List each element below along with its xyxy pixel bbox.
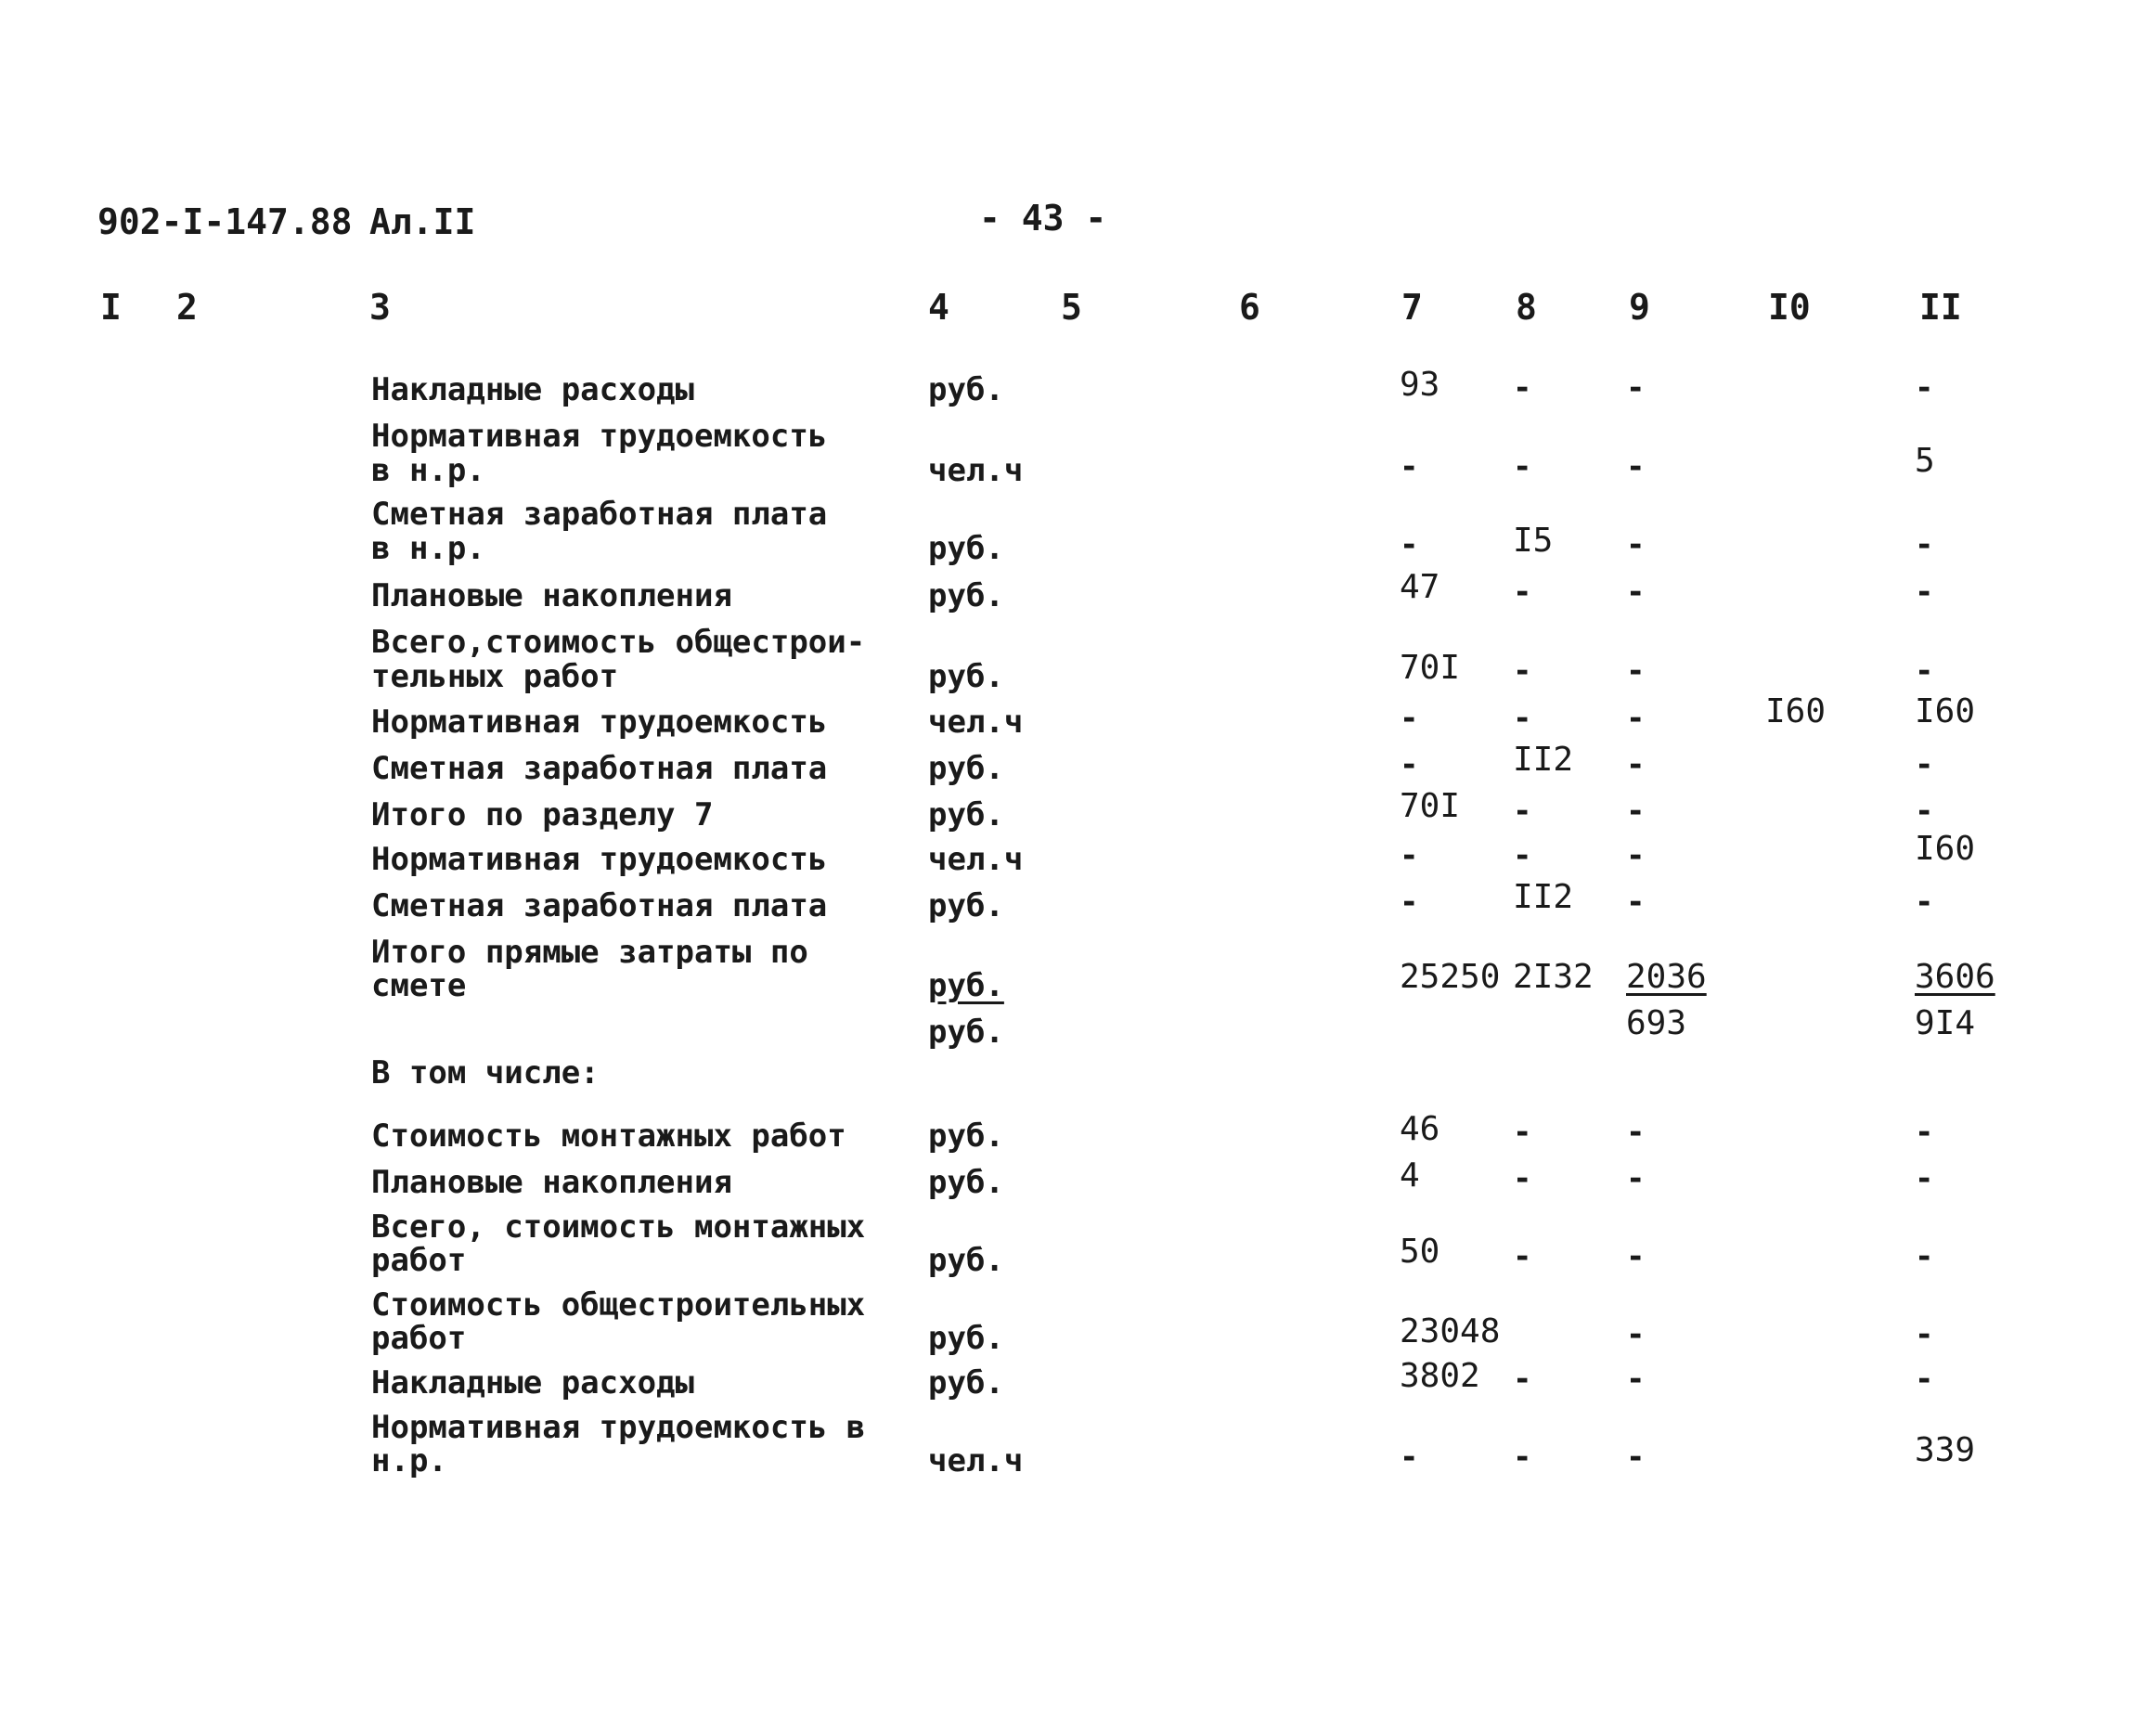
value-col-9: -	[1626, 1114, 1646, 1151]
row-unit: руб.	[928, 530, 1004, 567]
row-label-continued: н.р.	[371, 1442, 447, 1479]
value-col-9: -	[1626, 652, 1646, 690]
row-label: Сметная заработная плата	[371, 496, 828, 533]
value-col-7: 3802	[1400, 1357, 1480, 1395]
value-col-11: -	[1915, 1114, 1934, 1151]
row-label: Нормативная трудоемкость	[371, 418, 828, 455]
album-number: Ал.II	[369, 201, 476, 242]
value-col-8: -	[1513, 1361, 1532, 1398]
value-col-9: -	[1626, 574, 1646, 611]
value-col-7: 50	[1400, 1233, 1440, 1271]
value-col-9: -	[1626, 1439, 1646, 1476]
row-label: Нормативная трудоемкость в	[371, 1409, 866, 1446]
value-col-7: -	[1400, 746, 1419, 783]
value-col-8: -	[1513, 652, 1532, 690]
value-col-9: -	[1626, 369, 1646, 407]
value-col-8: I5	[1513, 522, 1554, 560]
value-col-11: I60	[1915, 830, 1976, 868]
row-unit: руб.	[928, 1320, 1004, 1357]
value-col-9-secondary: 693	[1626, 1004, 1687, 1042]
value-col-8: -	[1513, 700, 1532, 737]
column-number: 4	[928, 287, 949, 328]
row-unit: руб.	[928, 371, 1004, 408]
row-label: Всего,стоимость общестрои-	[371, 624, 866, 661]
value-col-9: -	[1626, 837, 1646, 874]
value-col-11: -	[1915, 1160, 1934, 1197]
value-col-8: -	[1513, 369, 1532, 407]
value-col-8: -	[1513, 1439, 1532, 1476]
value-col-7: 4	[1400, 1156, 1420, 1195]
column-number: I0	[1768, 287, 1811, 328]
value-col-7: -	[1400, 526, 1419, 563]
value-col-11: -	[1915, 652, 1934, 690]
value-col-9: -	[1626, 1316, 1646, 1353]
value-col-11: -	[1915, 1361, 1934, 1398]
document-code: 902-I-147.88	[97, 201, 353, 242]
row-label-continued: работ	[371, 1242, 467, 1279]
row-label: Плановые накопления	[371, 1164, 732, 1201]
column-number: 6	[1239, 287, 1260, 328]
row-label: Накладные расходы	[371, 1364, 694, 1402]
value-col-8: -	[1513, 1160, 1532, 1197]
value-col-11: -	[1915, 884, 1934, 921]
row-label-continued: тельных работ	[371, 658, 619, 695]
value-col-9: -	[1626, 793, 1646, 830]
column-number: 7	[1401, 287, 1423, 328]
value-col-7: -	[1400, 1439, 1419, 1476]
value-col-11: -	[1915, 526, 1934, 563]
value-col-7: 23048	[1400, 1312, 1501, 1350]
value-col-8: -	[1513, 837, 1532, 874]
value-col-8: -	[1513, 1238, 1532, 1275]
row-unit: руб.	[928, 1117, 1004, 1155]
value-col-7: 93	[1400, 366, 1440, 404]
value-col-11: 5	[1915, 442, 1935, 480]
row-unit: руб.	[928, 658, 1004, 695]
value-col-9: 2036	[1626, 958, 1707, 996]
row-unit: руб.	[928, 750, 1004, 787]
row-label: Стоимость монтажных работ	[371, 1117, 846, 1155]
row-unit-secondary: руб.	[928, 1014, 1004, 1051]
row-unit: чел.ч	[928, 452, 1024, 489]
value-col-8: -	[1513, 793, 1532, 830]
value-col-9: -	[1626, 1238, 1646, 1275]
row-unit: чел.ч	[928, 1442, 1024, 1479]
row-unit: руб.	[928, 887, 1004, 924]
value-col-7: -	[1400, 837, 1419, 874]
value-col-9: -	[1626, 700, 1646, 737]
page-number: - 43 -	[979, 198, 1107, 239]
row-unit: руб.	[928, 577, 1004, 614]
column-number: 5	[1061, 287, 1082, 328]
section-subheading: В том числе:	[371, 1054, 600, 1092]
row-label: Итого прямые затраты по	[371, 934, 808, 971]
value-col-7: -	[1400, 700, 1419, 737]
row-unit: руб.	[928, 1164, 1004, 1201]
value-col-8: 2I32	[1513, 958, 1594, 996]
value-col-11: -	[1915, 746, 1934, 783]
row-label-continued: смете	[371, 967, 467, 1004]
value-col-11: 3606	[1915, 958, 1995, 996]
value-col-9: -	[1626, 1160, 1646, 1197]
value-col-7: 25250	[1400, 958, 1501, 996]
row-label: Сметная заработная плата	[371, 887, 828, 924]
column-number: 3	[369, 287, 391, 328]
row-unit: руб.	[928, 967, 1004, 1004]
value-col-7: 47	[1400, 568, 1440, 606]
row-label: Сметная заработная плата	[371, 750, 828, 787]
row-unit: руб.	[928, 796, 1004, 833]
row-label: Всего, стоимость монтажных	[371, 1208, 866, 1246]
row-unit: руб.	[928, 1242, 1004, 1279]
value-col-7: -	[1400, 884, 1419, 921]
value-col-7: 70I	[1400, 649, 1461, 687]
column-number: 8	[1516, 287, 1537, 328]
value-col-8: II2	[1513, 878, 1574, 916]
value-col-10: I60	[1765, 692, 1827, 730]
value-col-9: -	[1626, 448, 1646, 485]
column-number: 9	[1629, 287, 1650, 328]
column-number: 2	[176, 287, 198, 328]
value-col-7: 46	[1400, 1110, 1440, 1148]
row-label-continued: в н.р.	[371, 530, 485, 567]
value-col-8: -	[1513, 448, 1532, 485]
row-label: Накладные расходы	[371, 371, 694, 408]
row-label: Нормативная трудоемкость	[371, 704, 828, 741]
value-col-11: -	[1915, 1238, 1934, 1275]
column-number: I	[100, 287, 122, 328]
row-unit: чел.ч	[928, 704, 1024, 741]
value-col-9: -	[1626, 1361, 1646, 1398]
value-col-11: -	[1915, 574, 1934, 611]
value-col-11: 339	[1915, 1431, 1976, 1469]
value-col-9: -	[1626, 884, 1646, 921]
row-unit: чел.ч	[928, 841, 1024, 878]
row-label-continued: в н.р.	[371, 452, 485, 489]
row-label: Итого по разделу 7	[371, 796, 714, 833]
value-col-11: -	[1915, 1316, 1934, 1353]
value-col-9: -	[1626, 746, 1646, 783]
value-col-8: -	[1513, 1114, 1532, 1151]
row-unit: руб.	[928, 1364, 1004, 1402]
value-col-11: -	[1915, 793, 1934, 830]
row-label-continued: работ	[371, 1320, 467, 1357]
row-label: Нормативная трудоемкость	[371, 841, 828, 878]
value-col-11-secondary: 9I4	[1915, 1004, 1976, 1042]
value-col-7: -	[1400, 448, 1419, 485]
value-col-8: -	[1513, 574, 1532, 611]
value-col-8: II2	[1513, 741, 1574, 779]
value-col-11: -	[1915, 369, 1934, 407]
column-number: II	[1919, 287, 1962, 328]
row-label: Стоимость общестроительных	[371, 1286, 866, 1324]
value-col-7: 70I	[1400, 787, 1461, 825]
value-col-11: I60	[1915, 692, 1976, 730]
value-col-9: -	[1626, 526, 1646, 563]
row-label: Плановые накопления	[371, 577, 732, 614]
